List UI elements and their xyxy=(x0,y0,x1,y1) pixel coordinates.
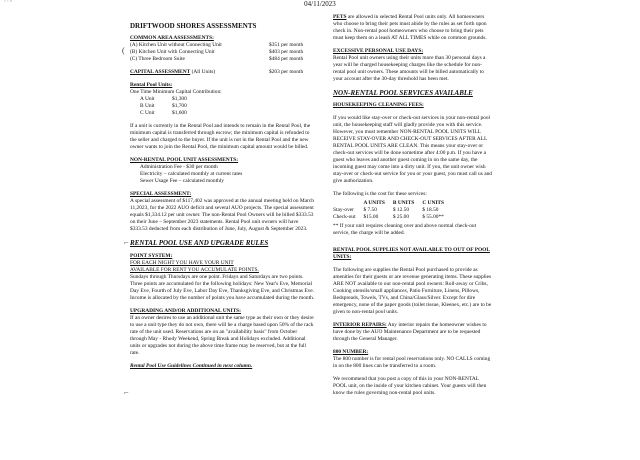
common-area-heading: COMMON AREA ASSESSMENTS: xyxy=(130,35,214,42)
nonrental-item: Sewer Usage Fee – calculated monthly xyxy=(140,178,224,185)
supplies-paragraph: The following are supplies the Rental Pool purchased to provide as amenities for their guests or are revenue generating items. These supplies ARE NOT available to our non-rental pool owners: Roll-away or Cribs, Cooking utensils/small appliances, Patio Furniture, Linens, Pillows, Bedspreads, Towels, TVs, and China/Glass/Silver. Except for dire emergency, none of the paper goods (toilet tissue, Kleenex, etc.) are to be given to non-rental pool units. xyxy=(333,266,492,315)
upgrade-paragraph: If an owner desires to use an additional unit the same type as their own or they desire to use a unit type they do not own, there will be a charge based upon 50% of the rack rate of the unit used. Reservations are on an "availability basis" from October through May - Rhody Weekend, Spring Break and Holidays excluded. Additional units or upgrades not during the above time frame may be reserved, but at the full rate. xyxy=(130,314,314,356)
rental-pool-unit: A Unit $1,300 xyxy=(140,96,187,103)
left-column xyxy=(130,14,315,370)
point-system-heading: POINT SYSTEM: xyxy=(130,252,173,259)
continued-note: Rental Pool Use Guidelines Continued in next column. xyxy=(130,362,253,369)
table-row: Check-out $15.00 $ 25.00 $ 55.00** xyxy=(333,214,444,221)
nonrental-services-title: NON-RENTAL POOL SERVICES AVAILABLE xyxy=(333,89,473,98)
common-item: (A) Kitchen Unit without Connecting Unit $351 per month xyxy=(130,42,304,49)
common-item: (B) Kitchen Unit with Connecting Unit $403 per month xyxy=(130,49,304,56)
point-line: FOR EACH NIGHT YOU HAVE YOUR UNIT xyxy=(130,259,234,266)
upgrade-heading: UPGRADING AND/OR ADDITIONAL UNITS: xyxy=(130,307,241,314)
number-heading: 800 NUMBER: xyxy=(333,348,369,355)
interior-paragraph: INTERIOR REPAIRS: Any interior repairs the homeowner wishes to have done by the AUO Maintenance Department are to be requested through the General Manager. xyxy=(333,321,487,342)
rental-pool-unit: C Unit $1,600 xyxy=(140,110,187,117)
nonrental-item: Electricity – calculated monthly at current rates xyxy=(140,171,243,178)
number-paragraph: The 800 number is for rental pool reservations only. NO CALLS coming in on the 800 lines can be transferred to a room. xyxy=(333,355,491,369)
rental-pool-heading: Rental Pool Units: xyxy=(130,82,173,89)
pets-paragraph: PETS are allowed in selected Rental Pool units only. All homeowners who choose to bring their pets must abide by the rules as set forth upon check in. Non-rental pool homeowners who choose to bring their pets must keep them on a leash AT ALL TIMES while on common grounds. xyxy=(333,14,487,42)
table-header-row: A UNITS B UNITS C UNITS xyxy=(363,200,445,207)
common-item: (C) Three Bedroom Suite $484 per month xyxy=(130,56,304,63)
rental-pool-unit: B Unit $1,700 xyxy=(140,103,187,110)
rental-rules-title: RENTAL POOL USE AND UPGRADE RULES xyxy=(130,239,269,248)
table-row: Stay-over $ 7.50 $ 12.50 $ 18.50 xyxy=(333,207,439,214)
document-date: 04/11/2023 xyxy=(304,0,336,8)
document-title: DRIFTWOOD SHORES ASSESSMENTS xyxy=(130,22,257,30)
right-column xyxy=(333,14,493,397)
point-line: AVAILABLE FOR RENT YOU ACCUMULATE POINTS. xyxy=(130,266,259,273)
special-paragraph: A special assessment of $117,402 was approved at the annual meeting held on March 11,2023, for the 2022 AUO deficit and several AUO projects. The special assessment equals $1,334.12 per unit owner. The non-Rental Pool Owners will be billed $333.53 on their June – September 2023 statements. Rental Pool unit owners will have $333.53 deducted from each distribution of June, July, August & September 2023. xyxy=(130,198,314,233)
housekeeping-paragraph: If you would like stay-over or check-out services in your non-rental pool unit, the housekeeping staff will gladly provide you with this service. However, you must remember NON-RENTAL POOL UNITS WILL RECEIVE STAY-OVER AND CHECK-OUT SERVICES AFTER ALL RENTAL POOL UNITS ARE CLEAN. This means your stay-over or check-out services will be done sometime after 4:00 p.m. If you have a guest who leaves and another guest coming in on the same day, the incoming guest may come into a dirty unit. If you, the unit owner wish stay-over or check-out service for you or your guest, you must call us and give authorization. xyxy=(333,115,492,185)
nonrental-item: Administration Fee - $30 per month xyxy=(140,164,218,171)
supplies-heading: RENTAL POOL SUPPLIES NOT AVAILABLE TO OUT OF POOL UNITS: xyxy=(333,246,490,260)
scan-mark: ( xyxy=(122,46,125,55)
capital-assessment: CAPITAL ASSESSMENT (All Units) $203 per month xyxy=(130,69,304,76)
excessive-heading: EXCESSIVE PERSONAL USE DAYS: xyxy=(333,48,424,55)
closing-paragraph: We recommend that you post a copy of this in your NON-RENTAL POOL unit, on the inside of your kitchen cabinet. Your guests will then know the rules governing non-rental pool units. xyxy=(333,375,487,396)
rental-pool-paragraph: If a unit is currently in the Rental Pool and intends to remain in the Rental Pool, the minimum capital is transferred through escrow; the minimum capital is refunded to the seller and charged to the buyer. If the unit is not in the Rental Pool and the new owner wants to join the Rental Pool, the minimum capital amount would be billed. xyxy=(130,123,311,151)
nonrental-heading: NON-RENTAL POOL UNIT ASSESSMENTS: xyxy=(130,157,239,164)
scan-mark: ⌐ xyxy=(124,238,129,247)
cost-note: ** If your unit requires cleaning over and above normal check-out service, the charge will be added. xyxy=(333,223,477,237)
point-paragraph: Sundays through Thursdays are one point. Fridays and Saturdays are two points. Three points are accumulated for the following holidays: New Year's Eve, Memorial Day Eve, Fourth of July Eve, Labor Day Eve, Thanksgiving Eve, and Christmas Eve. Income is allocated by the number of points you have accumulated during the month. xyxy=(130,273,315,301)
housekeeping-heading: HOUSEKEEPING CLEANING FEES: xyxy=(333,102,424,109)
rental-pool-line: One Time Minimum Capital Contribution: xyxy=(130,89,222,96)
special-heading: SPECIAL ASSESSMENT: xyxy=(130,191,192,198)
excessive-paragraph: Rental Pool unit owners using their units more than 30 personal days a year will be charged housekeeping charges like the schedule for non-rental pool unit owners. These amounts will be billed automatically to your account after the 30-day threshold has been met. xyxy=(333,55,486,83)
corner-mark: ᵛᶜⁿ xyxy=(4,0,14,6)
cost-table xyxy=(333,200,452,221)
scan-mark: ⌐ xyxy=(124,388,129,397)
cost-intro: The following is the cost for these services: xyxy=(333,191,427,198)
